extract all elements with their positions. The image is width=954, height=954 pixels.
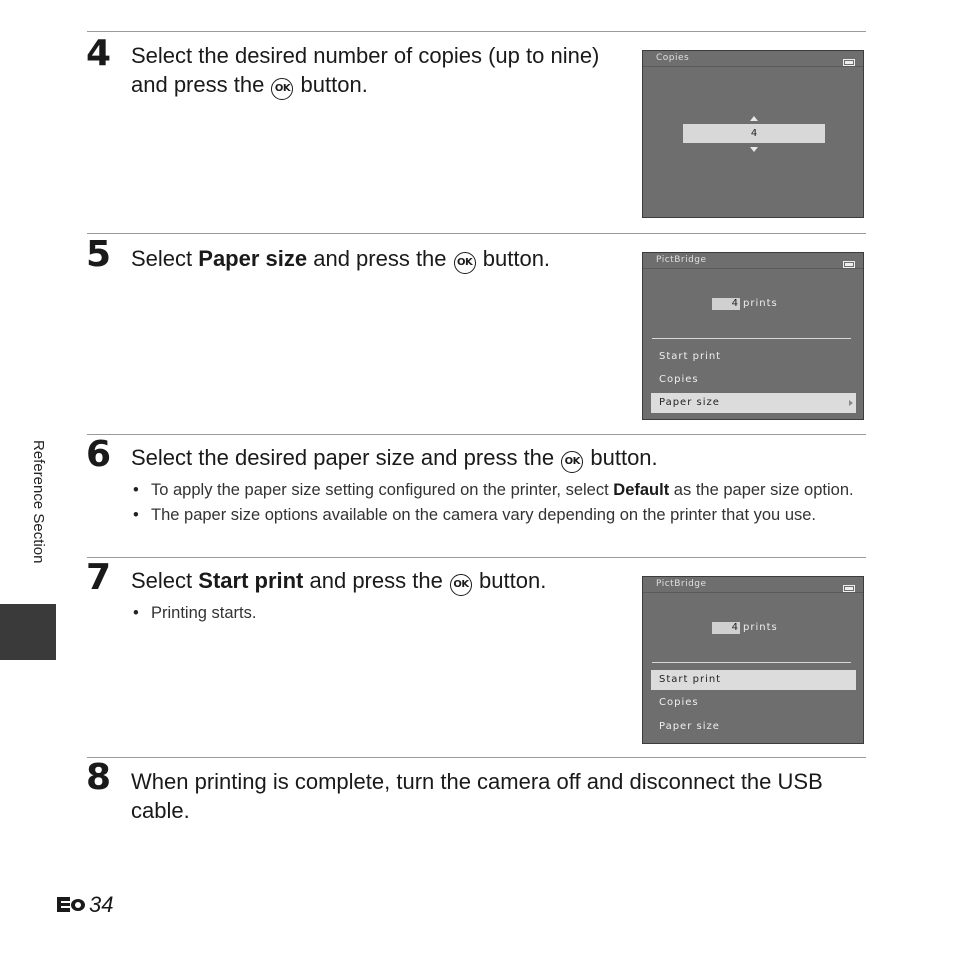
battery-icon: [843, 585, 855, 592]
reference-section-icon: [57, 896, 87, 914]
menu-item-start-print[interactable]: Start print: [651, 670, 856, 690]
list-item: • The paper size options available on the camera vary depending on the printer that you use.: [131, 504, 871, 527]
divider: [87, 557, 866, 558]
step-number: 6: [86, 434, 112, 475]
divider: [87, 757, 866, 758]
battery-icon: [843, 59, 855, 66]
divider: [87, 434, 866, 435]
page-number: 34: [57, 892, 113, 918]
copies-value: 4: [683, 124, 825, 143]
screen-title: PictBridge: [656, 255, 707, 265]
ok-button-icon: OK: [271, 78, 293, 100]
up-arrow-icon: [750, 116, 758, 121]
divider: [87, 31, 866, 32]
menu-item-paper-size[interactable]: Paper size: [651, 393, 856, 413]
camera-screen-start-print: [642, 576, 864, 744]
menu-item-copies[interactable]: Copies: [659, 374, 699, 385]
step-6-text: Select the desired paper size and press the OK button.: [131, 443, 851, 473]
battery-icon: [843, 261, 855, 268]
ok-button-icon: OK: [561, 451, 583, 473]
list-item: • To apply the paper size setting configured on the printer, select Default as the paper size option.: [131, 479, 871, 502]
step-4-text: Select the desired number of copies (up to nine) and press the OK button.: [131, 41, 601, 100]
divider: [87, 233, 866, 234]
menu-item-copies[interactable]: Copies: [659, 697, 699, 708]
ok-button-icon: OK: [450, 574, 472, 596]
list-item: • Printing starts.: [131, 602, 531, 625]
step-number: 5: [86, 234, 112, 275]
prints-count: 4 prints: [712, 622, 778, 634]
step-5-text: Select Paper size and press the OK button.: [131, 244, 611, 274]
step-number: 8: [86, 757, 112, 798]
menu-item-start-print[interactable]: Start print: [659, 351, 722, 362]
step-number: 4: [86, 33, 112, 74]
step-7-notes: [131, 602, 531, 625]
camera-screen-copies: [642, 50, 864, 218]
step-6-notes: [131, 479, 871, 527]
down-arrow-icon: [750, 147, 758, 152]
step-7-text: Select Start print and press the OK button.: [131, 566, 611, 596]
right-arrow-icon: [849, 400, 853, 406]
screen-title: PictBridge: [656, 579, 707, 589]
screen-title: Copies: [656, 53, 690, 63]
camera-screen-paper-size: [642, 252, 864, 420]
section-tab: [0, 604, 56, 660]
step-number: 7: [86, 557, 112, 598]
ok-button-icon: OK: [454, 252, 476, 274]
prints-count: 4 prints: [712, 298, 778, 310]
step-8-text: When printing is complete, turn the camera off and disconnect the USB cable.: [131, 769, 823, 823]
menu-item-paper-size[interactable]: Paper size: [659, 721, 720, 732]
section-label: Reference Section: [30, 440, 47, 564]
